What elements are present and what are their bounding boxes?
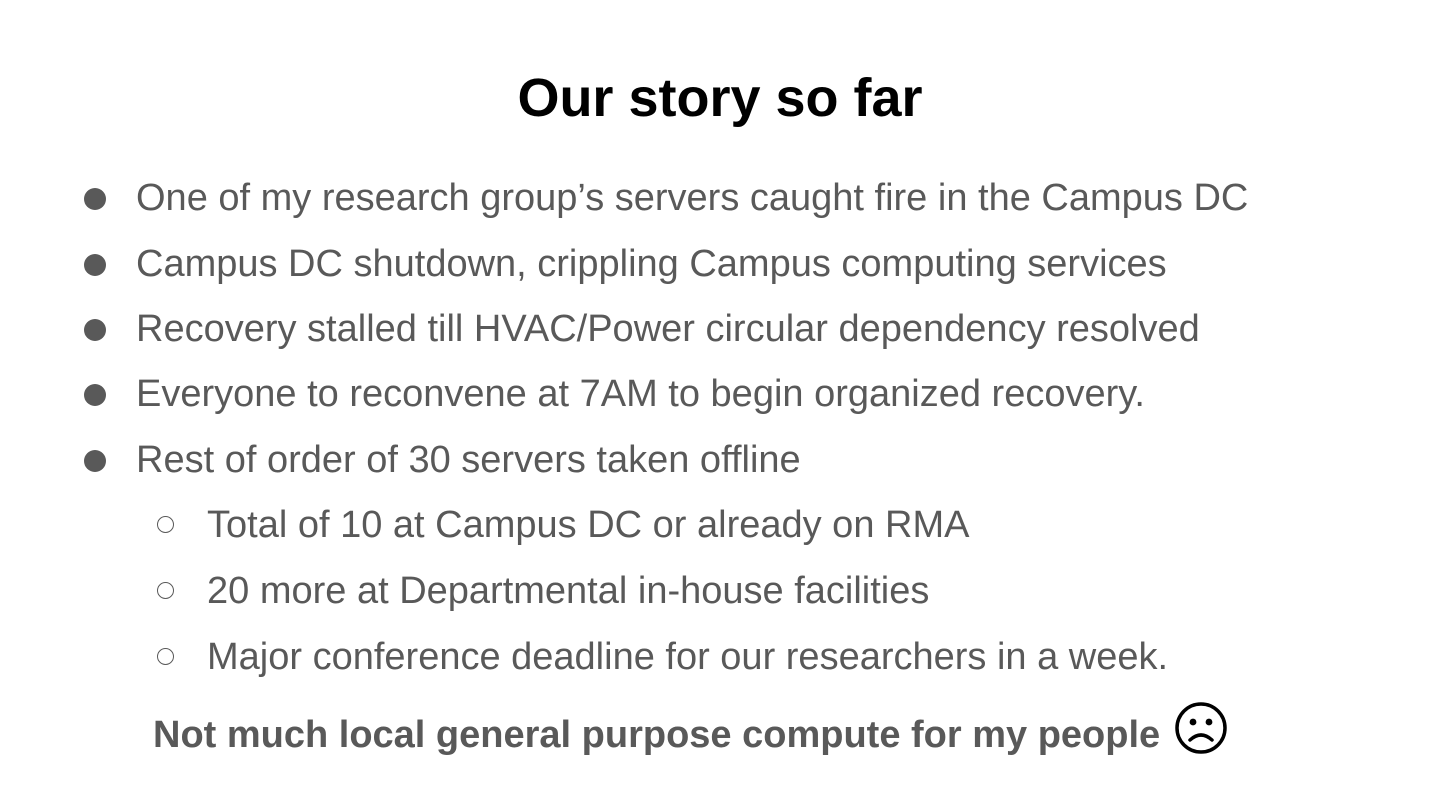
bullet-item [136, 438, 801, 482]
bullet-text: Campus DC shutdown, crippling Campus computing services [136, 243, 1167, 285]
frowning-face-icon [1174, 701, 1228, 781]
filled-bullet-icon [84, 450, 106, 472]
sub-bullet-item [207, 503, 969, 547]
bullet-item [136, 176, 1248, 220]
hollow-bullet-icon [157, 516, 174, 533]
bullet-item [136, 242, 1167, 286]
sub-bullet-text: 20 more at Departmental in-house facilities [207, 570, 930, 612]
bullet-item [136, 372, 1145, 416]
hollow-bullet-icon [157, 648, 174, 665]
bullet-text: Recovery stalled till HVAC/Power circular dependency resolved [136, 308, 1200, 350]
sub-bullet-text: Major conference deadline for our researchers in a week. [207, 636, 1169, 678]
slide-title: Our story so far [517, 68, 923, 128]
conclusion-line [153, 697, 1228, 781]
bullet-text: Everyone to reconvene at 7AM to begin organized recovery. [136, 373, 1145, 415]
filled-bullet-icon [84, 188, 106, 210]
bullet-text: One of my research group’s servers caught fire in the Campus DC [136, 177, 1249, 219]
hollow-bullet-icon [157, 582, 174, 599]
sub-bullet-item [207, 635, 1168, 679]
filled-bullet-icon [84, 319, 106, 341]
sub-bullet-item [207, 569, 929, 613]
sub-bullet-text: Total of 10 at Campus DC or already on RMA [207, 504, 970, 546]
filled-bullet-icon [84, 254, 106, 276]
conclusion-text: Not much local general purpose compute for my people [153, 714, 1161, 756]
bullet-text: Rest of order of 30 servers taken offline [136, 439, 801, 481]
bullet-item [136, 307, 1200, 351]
filled-bullet-icon [84, 384, 106, 406]
